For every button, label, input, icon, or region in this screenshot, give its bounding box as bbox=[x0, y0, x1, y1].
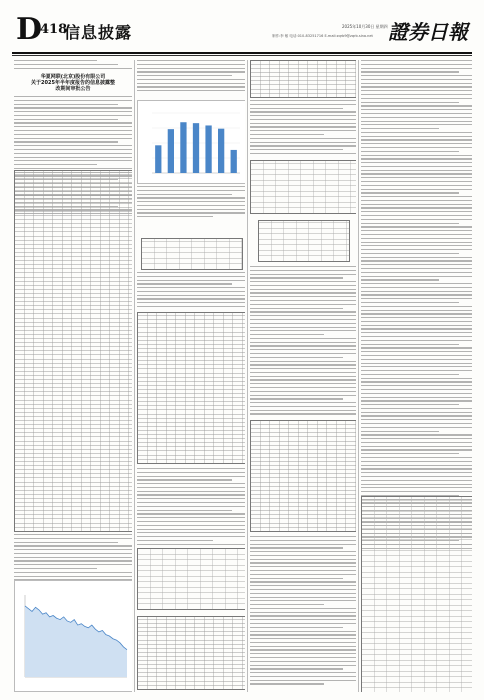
bar bbox=[168, 129, 174, 173]
header-rule bbox=[12, 52, 472, 54]
data-table bbox=[137, 312, 245, 464]
data-table bbox=[137, 548, 245, 610]
data-table bbox=[250, 160, 356, 214]
column-divider bbox=[134, 60, 135, 692]
section-letter: D bbox=[16, 12, 43, 47]
column-divider bbox=[358, 60, 359, 692]
headline-line2: 改期间审批公告 bbox=[55, 86, 91, 92]
body-text bbox=[137, 186, 245, 236]
contact-line: 制作:李 敏 电话:010-83251716 E-mail:zqrb9@zqrb.sina.net bbox=[272, 34, 373, 38]
data-table bbox=[141, 238, 243, 270]
data-table bbox=[250, 60, 356, 98]
data-table bbox=[14, 170, 132, 532]
body-text bbox=[137, 272, 245, 312]
bar bbox=[218, 129, 224, 173]
line-chart-svg bbox=[15, 581, 132, 691]
data-table bbox=[250, 420, 356, 532]
company-name: 华夏网联(北京)股份有限公司 bbox=[40, 74, 106, 80]
header-rule-thin bbox=[12, 55, 472, 56]
column-2 bbox=[137, 60, 245, 692]
body-text bbox=[250, 266, 356, 426]
bar bbox=[205, 125, 211, 173]
column-1 bbox=[14, 60, 132, 692]
bar bbox=[155, 145, 161, 173]
bar bbox=[180, 122, 186, 173]
data-table bbox=[137, 616, 245, 690]
data-table bbox=[258, 220, 350, 262]
body-text bbox=[137, 60, 245, 96]
bar-chart bbox=[137, 100, 245, 184]
headline: 关于2025年半年度报告的信息披露整 bbox=[31, 80, 115, 86]
column-4 bbox=[361, 60, 472, 692]
body-text bbox=[137, 468, 245, 548]
masthead bbox=[12, 14, 472, 50]
text-block bbox=[14, 60, 132, 74]
date-line: 2025年10月30日 星期四 bbox=[342, 24, 388, 29]
article-headline-block bbox=[14, 74, 132, 92]
newspaper-logo: 證券日報 bbox=[388, 20, 468, 44]
body-text bbox=[250, 536, 356, 692]
bar bbox=[193, 123, 199, 173]
bar bbox=[231, 150, 237, 173]
line-chart bbox=[14, 580, 132, 692]
data-table bbox=[361, 496, 472, 692]
column-3 bbox=[250, 60, 356, 692]
section-title: 信息披露 bbox=[64, 23, 133, 42]
column-divider bbox=[247, 60, 248, 692]
bar-chart-svg bbox=[138, 101, 245, 183]
page-number: 418 bbox=[40, 22, 68, 37]
body-text bbox=[361, 60, 472, 480]
series-area bbox=[25, 606, 127, 677]
